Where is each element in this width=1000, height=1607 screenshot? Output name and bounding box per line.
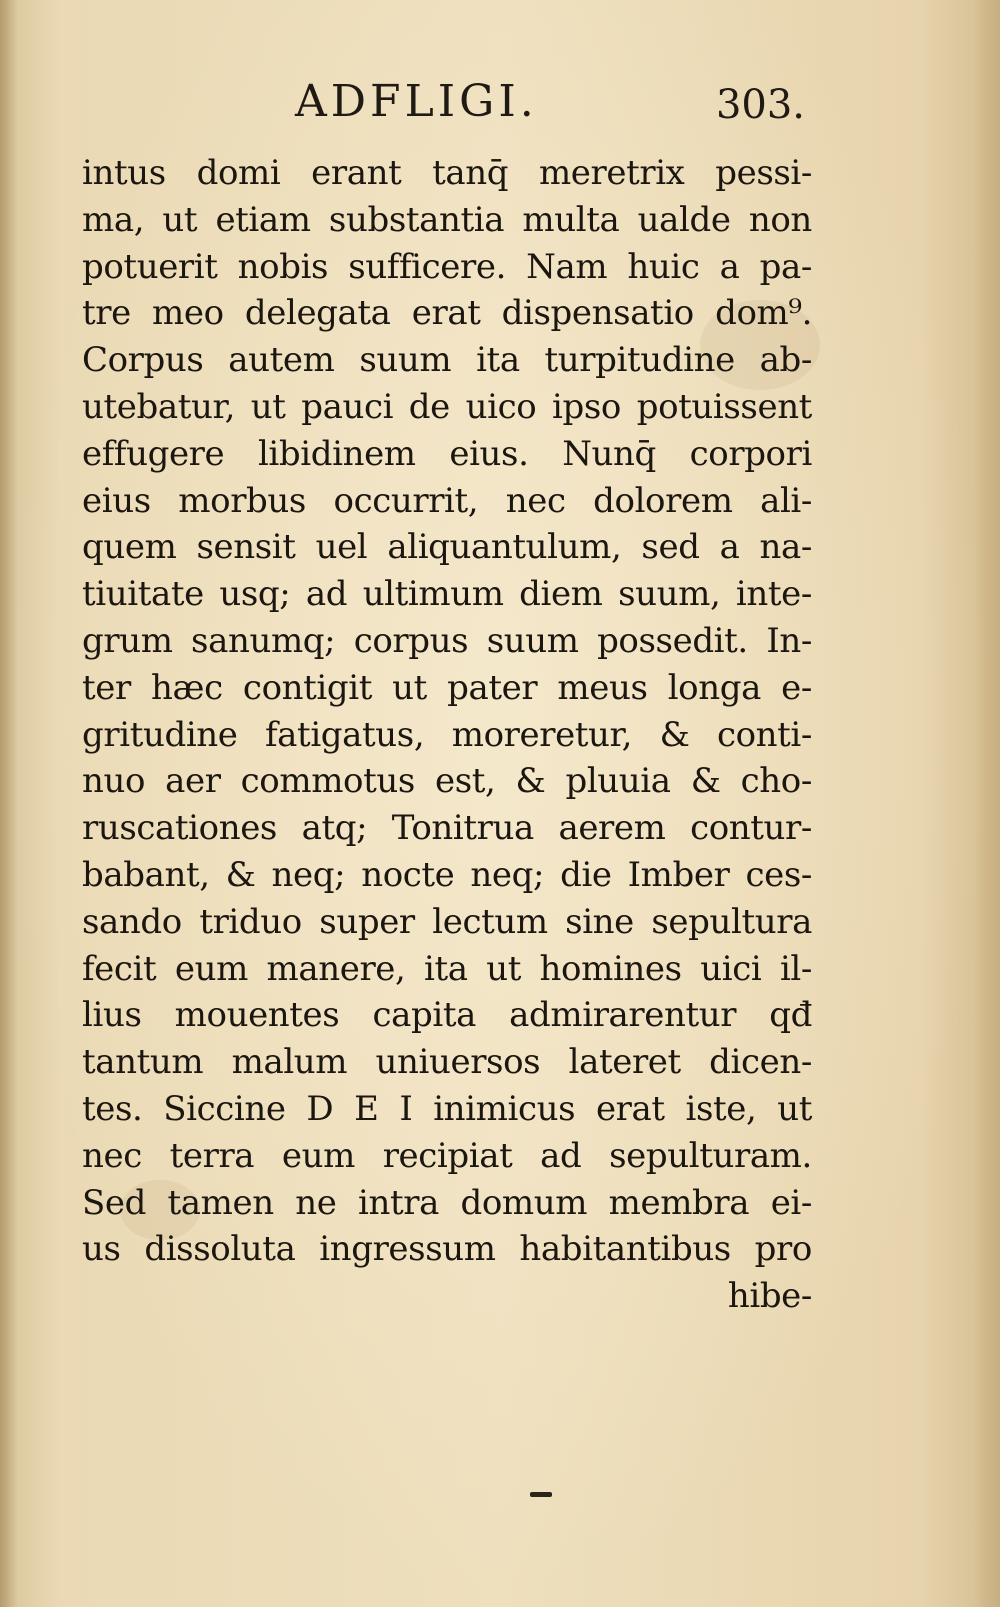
text-line: fecit eum manere, ita ut homines uici il- xyxy=(82,948,812,989)
text-line: grum sanumq; corpus suum possedit. In- xyxy=(82,620,812,661)
text-line: Sed tamen ne intra domum membra ei- xyxy=(82,1182,812,1223)
text-line: ter hæc contigit ut pater meus longa e- xyxy=(82,667,812,708)
text-line: sando triduo super lectum sine sepultura xyxy=(82,901,812,942)
text-line: tes. Siccine D E I inimicus erat iste, ut xyxy=(82,1088,812,1129)
text-line: effugere libidinem eius. Nunq̄ corpori xyxy=(82,433,812,474)
text-line: potuerit nobis sufficere. Nam huic a pa- xyxy=(82,246,812,287)
text-line: gritudine fatigatus, moreretur, & conti- xyxy=(82,714,812,755)
text-line: tiuitate usq; ad ultimum diem suum, inte- xyxy=(82,574,812,615)
folio-number: 303. xyxy=(715,82,805,128)
text-line: utebatur, ut pauci de uico ipso potuissent xyxy=(82,386,812,427)
ink-mark xyxy=(530,1492,552,1497)
page-edge-right xyxy=(974,0,1000,1607)
text-line: lius mouentes capita admirarentur qđ xyxy=(82,995,812,1036)
text-block xyxy=(82,150,812,1320)
page-header xyxy=(85,70,805,140)
text-line: ruscationes atq; Tonitrua aerem contur- xyxy=(82,808,812,849)
page-edge-left xyxy=(0,0,18,1607)
text-line: intus domi erant tanq̄ meretrix pessi- xyxy=(82,153,812,193)
text-line: eius morbus occurrit, nec dolorem ali- xyxy=(82,480,812,521)
text-line: ma, ut etiam substantia multa ualde non xyxy=(82,199,812,240)
catchword: hibe- xyxy=(727,1276,812,1317)
text-line: us dissoluta ingressum habitantibus pro xyxy=(82,1229,812,1270)
text-line: tantum malum uniuersos lateret dicen- xyxy=(82,1042,812,1083)
text-line: babant, & neq; nocte neq; die Imber ces- xyxy=(82,854,812,895)
text-line: quem sensit uel aliquantulum, sed a na- xyxy=(82,527,812,568)
text-line: tre meo delegata erat dispensatio dom⁹. xyxy=(82,293,812,334)
text-line: nec terra eum recipiat ad sepulturam. xyxy=(82,1135,812,1176)
text-line: Corpus autem suum ita turpitudine ab- xyxy=(82,340,812,381)
text-line: nuo aer commotus est, & pluuia & cho- xyxy=(82,761,812,802)
running-head: ADFLIGI. xyxy=(295,76,538,127)
